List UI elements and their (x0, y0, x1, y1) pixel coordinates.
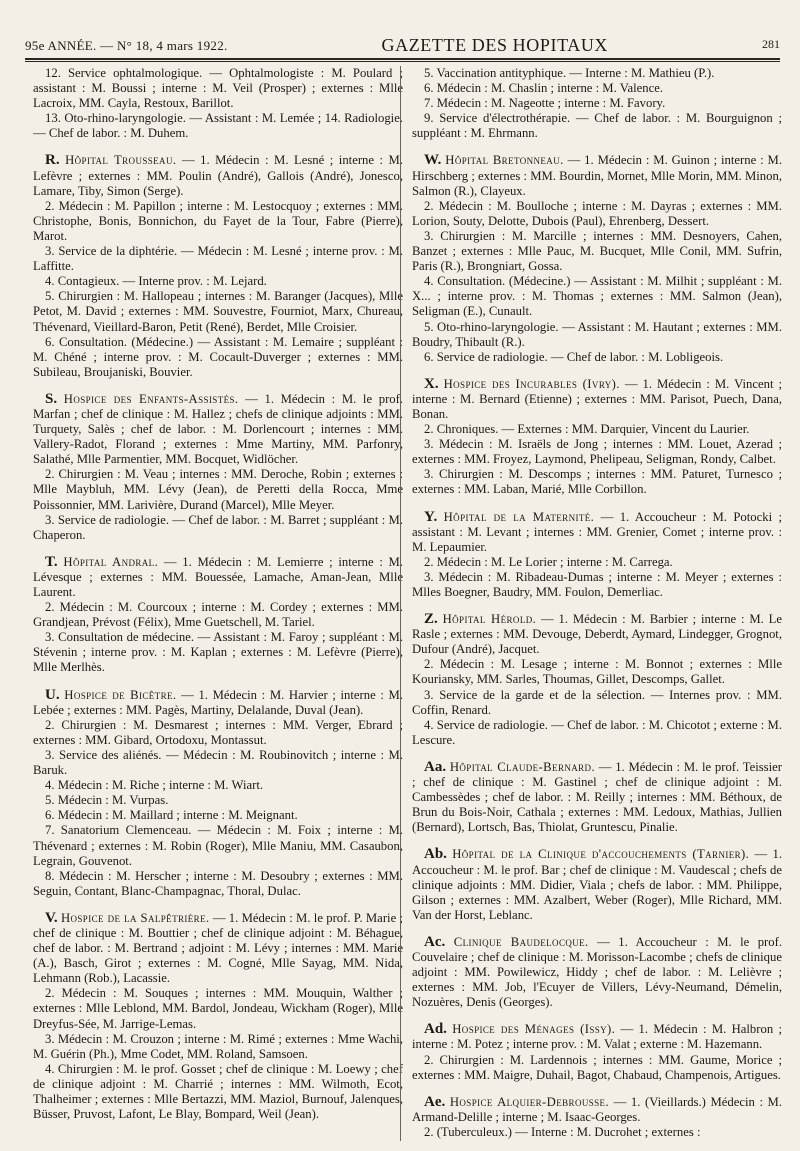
service-entry: 3. Service de la diphtérie. — Médecin : M. Lesné ; interne prov. : M. Laffitte. (33, 244, 403, 274)
service-entry: 8. Médecin : M. Herscher ; interne : M. Desoubry ; externes : MM. Seguin, Contant, Blanc-Champagnac, Thoral, Dulac. (33, 868, 403, 898)
service-entry: 4. Consultation. (Médecine.) — Assistant : M. Milhit ; suppléant : M. X... ; interne prov. : M. Thomas ; externes : MM. Salmon (Jean), Seligman (E.), Cunault. (412, 274, 782, 319)
hospital-name: Hôpital Trousseau. (65, 153, 177, 168)
hospital-name: Hôpital Hérold. (442, 612, 537, 627)
issue-info: 95e ANNÉE. — N° 18, 4 mars 1922. (25, 38, 228, 53)
page-number: 281 (761, 37, 780, 51)
service-entry: 9. Service d'électrothérapie. — Chef de labor. : M. Bourguignon ; suppléant : M. Ehrmann. (412, 111, 782, 141)
section-letter: Ae. (424, 1093, 446, 1110)
service-entry: 3. Service de la garde et de la sélection. — Internes prov. : MM. Coffin, Renard. (412, 687, 782, 717)
hospital-name: Hôpital de la Maternité. (443, 509, 595, 524)
hospital-name: Hospice des Ménages (Issy). (452, 1022, 616, 1037)
right-column (412, 66, 782, 1141)
service-entry: 6. Service de radiologie. — Chef de labor. : M. Lobligeois. (424, 349, 724, 364)
section-letter: Aa. (424, 758, 447, 775)
hospital-name: Hôpital Andral. (63, 554, 159, 569)
section-text: — 1. Médecin : M. Lesné ; interne : M. Lefèvre ; externes : MM. Poulin (André), Gallois (André), Jonesco, Lamare, Tiby, Simon (Serge). (33, 153, 403, 198)
hospital-section (412, 847, 782, 922)
service-entry: 2. Médecin : M. Souques ; internes : MM. Mouquin, Walther ; externes : Mlle Leblond, MM. Bardol, Jondeau, Wickham (Roger), Mlle Dreyfus-Sée, M. Jarrige-Lemas. (33, 986, 403, 1031)
hospital-name: Hospice des Incurables (Ivry). (443, 376, 620, 391)
section-letter: T. (45, 553, 58, 570)
hospital-section (33, 392, 403, 467)
hospital-name: Hospice de Bicêtre. (64, 687, 177, 702)
service-entry: 4. Chirurgien : M. le prof. Gosset ; chef de clinique : M. Loewy ; chef de clinique adjoint : M. Charrié ; internes : MM. Wilmoth, Ecot, Thalheimer ; externes : Mlle Bertazzi, MM. Maziol, Burnouf, Jalenques, Büsser, Pruvost, Lafont, Le Blay, Bompard, Weil (Jean). (33, 1061, 403, 1122)
section-letter: Z. (424, 611, 438, 628)
hospital-name: Clinique Baudelocque. (453, 934, 589, 949)
hospital-section (412, 510, 782, 555)
service-entry: 5. Médecin : M. Vurpas. (45, 793, 169, 808)
service-entry: 2. Chirurgien : M. Veau ; internes : MM. Deroche, Robin ; externes : Mlle Maybluh, MM. Lévy (Jean), de Peretti della Rocca, Mme Poissonnier, MM. Larivière, Durand (Marcel), Mlle Meyer. (33, 467, 403, 512)
section-letter: W. (424, 152, 442, 169)
service-entry: 5. Oto-rhino-laryngologie. — Assistant : M. Hautant ; externes : MM. Boudry, Thibault (R.). (412, 319, 782, 349)
section-letter: Ad. (424, 1021, 447, 1038)
service-entry: 6. Médecin : M. Maillard ; interne : M. Meignant. (45, 808, 298, 823)
left-column (33, 66, 403, 1141)
service-entry: 3. Service des aliénés. — Médecin : M. Roubinovitch ; interne : M. Baruk. (33, 747, 403, 778)
hospital-section (33, 911, 403, 986)
section-letter: R. (45, 152, 60, 169)
section-letter: S. (45, 390, 58, 407)
hospital-name: Hospice des Enfants-Assistés. (63, 391, 239, 406)
service-entry: 2. Médecin : M. Papillon ; interne : M. Lestocquoy ; externes : MM. Christophe, Bonis, Bonnichon, du Fayet de la Tour, Fabre (Pierre), Marot. (33, 198, 403, 243)
hospital-name: Hôpital Bretonneau. (445, 153, 564, 168)
service-entry: 3. Médecin : M. Crouzon ; interne : M. Rimé ; externes : Mme Wachi, M. Guérin (Ph.), Mme Codet, MM. Roland, Samsoen. (33, 1031, 403, 1061)
service-entry: 3. Consultation de médecine. — Assistant : M. Faroy ; suppléant : M. Stévenin ; interne prov. : M. Kaplan ; externes : M. Lefèvre (Pierre), Mlle Merlhès. (33, 630, 403, 675)
service-entry: 2. Chroniques. — Externes : MM. Darquier, Vincent du Laurier. (424, 422, 750, 437)
hospital-section (412, 1095, 782, 1125)
section-text: — 1. Médecin : M. le prof. P. Marie ; chef de clinique : M. Bouttier ; chef de clinique adjoint : M. Béhague, chef de labor. : M. Bertrand ; adjoint : M. Lévy ; internes : MM. Marie (A.), Basch, Girot ; externes : M. Cogné, Mlle Sayag, MM. Nida, Lehmann (Rob.), Lacassie. (33, 910, 403, 986)
section-text: — 1. Accoucheur : M. le prof. Bar ; chef de clinique : M. Vaudescal ; chefs de clinique adjoints : MM. Didier, Viala ; chefs de labor. : MM. Philippe, Gilson ; externes : MM. Azalbert, Weber (Roger), Mlle Richard, MM. Van der Horst, Leblanc. (412, 847, 782, 922)
service-entry: 4. Service de radiologie. — Chef de labor. : M. Chicotot ; externe : M. Lescure. (412, 717, 782, 747)
section-text: — 1. Accoucheur : M. Potocki ; assistant : M. Levant ; internes : MM. Grenier, Comet ; interne prov. : M. Lepaumier. (412, 509, 782, 554)
service-entry: 5. Vaccination antityphique. — Interne : M. Mathieu (P.). (424, 66, 715, 80)
section-text: — 1. Médecin : M. Vincent ; interne : M. Bernard (Etienne) ; externes : MM. Parisot, Puech, Dana, Bonan. (412, 376, 782, 421)
hospital-section (33, 555, 403, 600)
section-text: — 1. Médecin : M. Guinon ; interne : M. Hirschberg ; externes : MM. Bourdin, Mornet, Mlle Morin, MM. Minon, Salmon (R.), Clayeux. (412, 153, 782, 198)
section-text: — 1. (Vieillards.) Médecin : M. Armand-Delille ; interne ; M. Isaac-Georges. (412, 1094, 782, 1124)
service-entry: 13. Oto-rhino-laryngologie. — Assistant : M. Lemée ; 14. Radiologie. — Chef de labor. : M. Duhem. (33, 111, 403, 141)
service-entry: 3. Chirurgien : M. Descomps ; internes : MM. Paturet, Turnesco ; externes : MM. Laban, Marié, Mlle Corbillon. (412, 467, 782, 497)
section-letter: V. (45, 909, 58, 926)
hospital-section (412, 1022, 782, 1052)
section-text: — 1. Médecin : M. le prof. Marfan ; chef de clinique : M. Hallez ; chefs de clinique adjoints : MM. Turquety, Salès ; chef de labor. : M. Dorlencourt ; internes : MM. Vallery-Radot, Florand ; externes : Mme Martiny, MM. Parfonry, Salathé, Mlle Parmentier, MM. Bocquet, Widlöcher. (33, 391, 403, 467)
section-text: — 1. Médecin : M. le prof. Teissier ; chef de clinique : M. Gastinel ; chef de clinique adjoint : M. Cambessèdes ; chef de labor. : M. Reilly ; internes : MM. Béthoux, de Brun du Bois-Noir, Cathala ; externes : MM. Ledoux, Mathias, Jullien (Bernard), Lortsch, Bas, Thiolat, Gruntescu, Pinalie. (412, 759, 782, 835)
column-divider (400, 66, 401, 1141)
service-entry: 3. Chirurgien : M. Marcille ; internes : MM. Desnoyers, Cahen, Banzet ; externes : Mlle Pauc, M. Bucquet, Mlle Conil, MM. Sufrin, Paris (R.), Brongniart, Gossa. (412, 228, 782, 274)
section-text: — 1. Médecin : M. Lemierre ; interne : M. Lévesque ; externes : MM. Bouessée, Lamache, Aman-Jean, Mlle Laurent. (33, 554, 403, 599)
service-entry: 6. Consultation. (Médecine.) — Assistant : M. Lemaire ; suppléant : M. Chéné ; interne prov. : M. Cocault-Duverger ; externes : MM. Subileau, Broujaniski, Bouvier. (33, 334, 403, 379)
hospital-section (412, 935, 782, 1010)
service-entry: 2. Chirurgien : M. Desmarest ; internes : MM. Verger, Ebrard ; externes : MM. Gibard, Ortodoxu, Montassut. (33, 717, 403, 747)
hospital-section (412, 760, 782, 835)
hospital-section (412, 377, 782, 422)
hospital-name: Hôpital Claude-Bernard. (449, 759, 596, 774)
service-entry: 2. Médecin : M. Le Lorier ; interne : M. Carrega. (424, 554, 673, 569)
service-entry: 5. Chirurgien : M. Hallopeau ; internes : M. Baranger (Jacques), Mlle Petot, M. David ; externes : MM. Souvestre, Fourniot, Marx, Chureau, Thévenard, Vieillard-Baron, Petit (René), Berdet, Mlle Croisier. (33, 289, 403, 334)
section-text: — 1. Accoucheur : M. le prof. Couvelaire ; chef de clinique : M. Morisson-Lacombe ; chefs de clinique adjoint : MM. Powilewicz, Hiddy ; chef de labor. : M. Lelièvre ; externes : MM. Job, l'Ecuyer de Villers, Lévy-Neumand, Démelin, Nozuères, Denis (Georges). (412, 934, 782, 1010)
service-entry: 3. Médecin : M. Ribadeau-Dumas ; interne : M. Meyer ; externes : Mlles Boegner, Baudry, MM. Foulon, Demerliac. (412, 569, 782, 599)
hospital-name: Hospice Alquier-Debrousse. (449, 1094, 610, 1109)
service-entry: 6. Médecin : M. Chaslin ; interne : M. Valence. (424, 81, 664, 96)
service-entry: 2. Médecin : M. Boulloche ; interne : M. Dayras ; externes : MM. Lorion, Souty, Delotte, Dubois (Paul), Ehrenberg, Dessert. (412, 198, 782, 228)
hospital-section (33, 153, 403, 198)
hospital-section (412, 153, 782, 198)
service-entry: 2. Chirurgien : M. Lardennois ; internes : MM. Gaume, Morice ; externes : MM. Maigre, Duhail, Bagot, Chabaud, Champenois, Artigues. (412, 1052, 782, 1082)
page-header (25, 28, 780, 60)
service-entry: 2. (Tuberculeux.) — Interne : M. Ducrohet ; externes : (424, 1124, 701, 1139)
section-letter: X. (424, 375, 439, 392)
section-letter: U. (45, 686, 60, 703)
service-entry: 7. Sanatorium Clemenceau. — Médecin : M. Foix ; interne : M. Thévenard ; externes : M. Robin (Roger), Mlle Maniu, MM. Casaubon, Legrain, Gouvenot. (33, 823, 403, 868)
service-entry: 12. Service ophtalmologique. — Ophtalmologiste : M. Poulard ; assistant : M. Boussi ; interne : M. Veil (Prosper) ; externes : Mlle Lacroix, MM. Cayla, Restoux, Barillot. (33, 66, 403, 111)
section-letter: Ab. (424, 846, 447, 863)
publication-title: GAZETTE DES HOPITAUX (381, 35, 609, 55)
hospital-name: Hospice de la Salpêtrière. (60, 910, 210, 925)
service-entry: 4. Contagieux. — Interne prov. : M. Lejard. (45, 274, 267, 289)
section-text: — 1. Médecin : M. Barbier ; interne : M. Le Rasle ; externes : MM. Devouge, Deberdt, Aymard, Lindegger, Grognot, Dufour (André), Jacquet. (412, 612, 782, 657)
section-text: — 1. Médecin : M. Halbron ; interne : M. Potez ; interne prov. : M. Valat ; externe : M. Hazemann. (412, 1022, 782, 1052)
hospital-section (33, 688, 403, 718)
hospital-name: Hôpital de la Clinique d'accouchements (Tarnier). (452, 847, 750, 862)
hospital-section (412, 612, 782, 657)
section-letter: Y. (424, 508, 438, 525)
header-rule (25, 61, 780, 62)
section-text: — 1. Médecin : M. Harvier ; interne : M. Lebée ; externes : MM. Pagès, Martiny, Delalande, Duval (Jean). (33, 687, 403, 717)
service-entry: 4. Médecin : M. Riche ; interne : M. Wiart. (45, 778, 264, 793)
service-entry: 3. Service de radiologie. — Chef de labor. : M. Barret ; suppléant : M. Chaperon. (33, 512, 403, 542)
section-letter: Ac. (424, 933, 446, 950)
service-entry: 3. Médecin : M. Israëls de Jong ; internes : MM. Louet, Azerad ; externes : MM. Froyez, Laymond, Phelipeau, Seligman, Rondy, Calbet. (412, 437, 782, 467)
service-entry: 2. Médecin : M. Lesage ; interne : M. Bonnot ; externes : Mlle Kouriansky, MM. Sarles, Thoumas, Gillet, Descomps, Gallet. (412, 657, 782, 687)
service-entry: 7. Médecin : M. Nageotte ; interne : M. Favory. (424, 96, 666, 111)
service-entry: 2. Médecin : M. Courcoux ; interne : M. Cordey ; externes : MM. Grandjean, Prévost (Félix), Mme Guetschell, M. Tariel. (33, 600, 403, 630)
